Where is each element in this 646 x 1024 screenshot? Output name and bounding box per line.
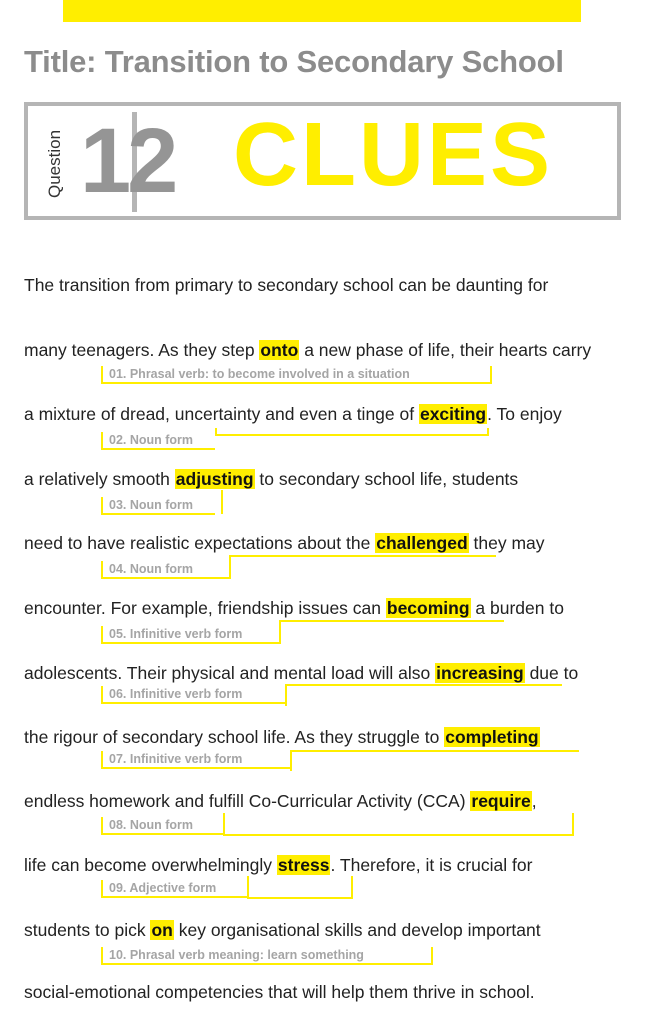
clue-label-10: 10. Phrasal verb meaning: learn something bbox=[101, 947, 433, 965]
text-line-3: a mixture of dread, uncertainty and even a tinge of exciting. To enjoy bbox=[24, 404, 562, 424]
answer-word-2: exciting bbox=[419, 404, 487, 424]
clue-connector-6 bbox=[285, 684, 562, 706]
answer-word-7: completing bbox=[445, 727, 539, 747]
page-title: Title: Transition to Secondary School bbox=[24, 44, 564, 79]
clue-connector-8 bbox=[223, 813, 574, 836]
text-line-10: life can become overwhelmingly stress. Therefore, it is crucial for bbox=[24, 855, 533, 875]
clue-label-1: 01. Phrasal verb: to become involved in a situation bbox=[101, 366, 492, 384]
answer-word-10: on bbox=[151, 920, 173, 940]
question-label-cell bbox=[28, 110, 175, 212]
text-line-4: a relatively smooth adjusting to secondary school life, students bbox=[24, 469, 519, 489]
clue-label-9: 09. Adjective form bbox=[101, 880, 247, 898]
text-line-5: need to have realistic expectations about the challenged they may bbox=[24, 533, 545, 553]
clue-label-5: 05. Infinitive verb form bbox=[101, 626, 279, 644]
text-line-8: the rigour of secondary school life. As they struggle to completing bbox=[24, 727, 539, 747]
question-number: 12 bbox=[80, 110, 175, 212]
text-line-7: adolescents. Their physical and mental load will also increasing due to bbox=[24, 663, 579, 683]
clue-connector-3 bbox=[221, 490, 223, 514]
clue-connector-9 bbox=[247, 876, 353, 899]
answer-word-6: increasing bbox=[436, 663, 524, 683]
question-label: Question bbox=[45, 129, 64, 199]
text-line-12: social-emotional competencies that will help them thrive in school. bbox=[24, 982, 535, 1002]
answer-word-4: challenged bbox=[376, 533, 468, 553]
clue-label-4: 04. Noun form bbox=[101, 561, 229, 579]
answer-word-3: adjusting bbox=[175, 469, 254, 489]
answer-word-5: becoming bbox=[386, 598, 470, 618]
clue-connector-4 bbox=[229, 555, 496, 579]
answer-word-1: onto bbox=[260, 340, 299, 360]
text-line-1: The transition from primary to secondary school can be daunting for bbox=[24, 275, 549, 295]
text-line-2: many teenagers. As they step onto a new phase of life, their hearts carry bbox=[24, 340, 592, 360]
clue-label-7: 07. Infinitive verb form bbox=[101, 751, 290, 769]
answer-word-8: require bbox=[471, 791, 531, 811]
clue-label-6: 06. Infinitive verb form bbox=[101, 686, 285, 704]
clue-label-3: 03. Noun form bbox=[101, 497, 215, 515]
top-accent-bar bbox=[63, 0, 581, 22]
clue-connector-7 bbox=[290, 750, 579, 771]
clue-connector-5 bbox=[279, 620, 504, 644]
clues-heading: CLUES bbox=[233, 105, 554, 205]
text-line-11: students to pick on key organisational skills and develop important bbox=[24, 920, 541, 940]
text-line-6: encounter. For example, friendship issues can becoming a burden to bbox=[24, 598, 564, 618]
text-line-9: endless homework and fulfill Co-Curricular Activity (CCA) require, bbox=[24, 791, 537, 811]
clue-label-8: 08. Noun form bbox=[101, 817, 223, 835]
question-header-box bbox=[24, 102, 621, 220]
clue-label-2: 02. Noun form bbox=[101, 432, 215, 450]
clue-connector-2 bbox=[215, 428, 489, 436]
answer-word-9: stress bbox=[277, 855, 330, 875]
